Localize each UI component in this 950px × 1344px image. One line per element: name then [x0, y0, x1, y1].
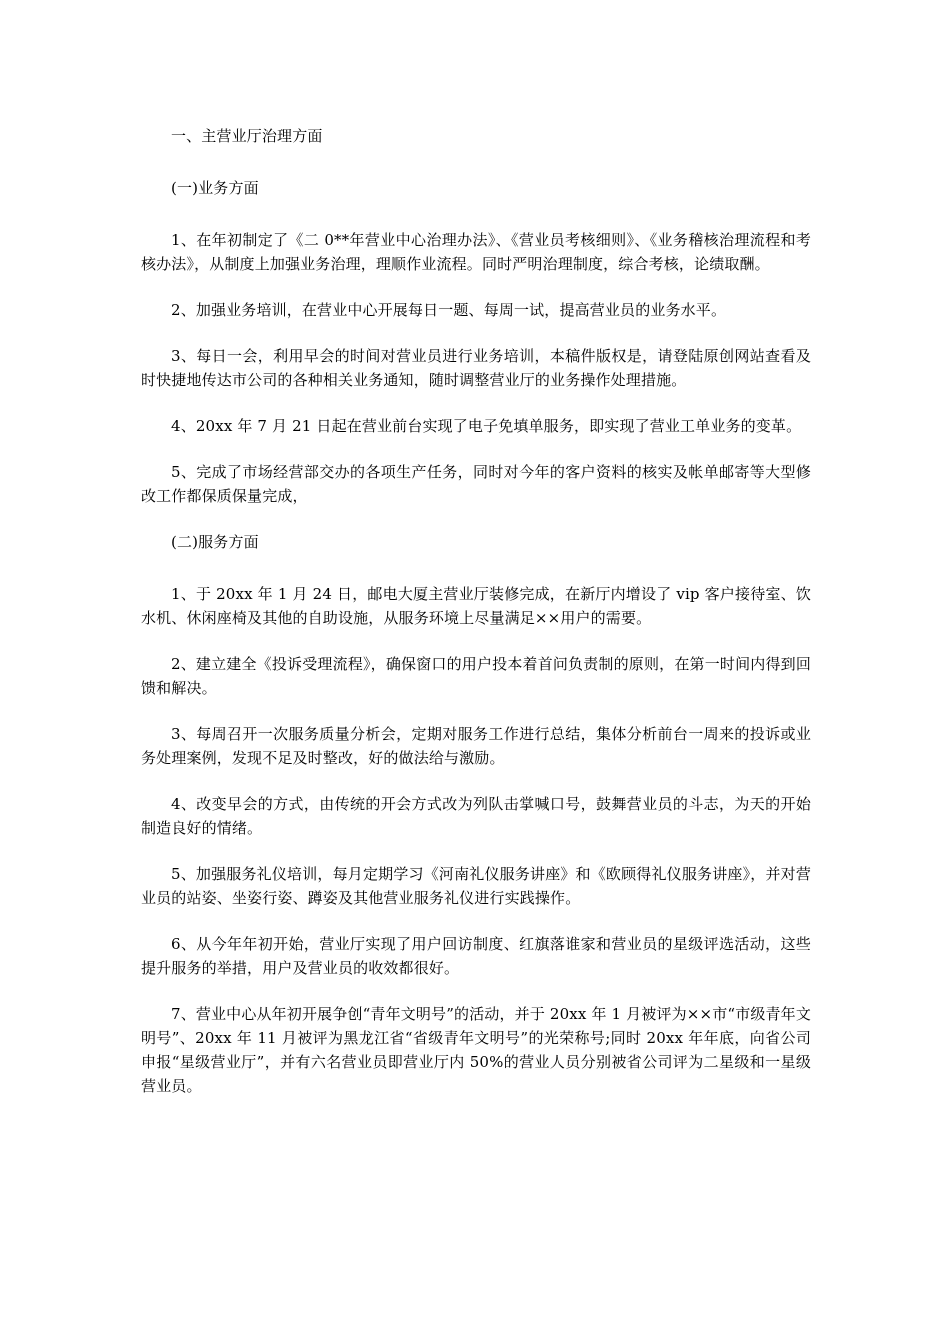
- business-item: 2、加强业务培训，在营业中心开展每日一题、每周一试，提高营业员的业务水平。: [171, 301, 727, 319]
- business-item: 1、在年初制定了《二 0**年营业中心治理办法》、《营业员考核细则》、《业务稽核治理流程和考核办法》，从制度上加强业务治理，理顺作业流程。同时严明治理制度，综合考核，论绩取酬。: [141, 231, 811, 273]
- service-item: 2、建立建全《投诉受理流程》，确保窗口的用户投本着首问负责制的原则，在第一时间内得到回馈和解决。: [141, 655, 811, 697]
- subsection-heading-business: (一)业务方面: [171, 179, 259, 197]
- service-item: 6、从今年年初开始，营业厅实现了用户回访制度、红旗落谁家和营业员的星级评选活动，这些提升服务的举措，用户及营业员的收效都很好。: [141, 935, 811, 977]
- service-item: 7、营业中心从年初开展争创“青年文明号”的活动，并于 20xx 年 1 月被评为××市“市级青年文明号”、20xx 年 11 月被评为黑龙江省“省级青年文明号”的光荣称号;同时 20xx 年年底，向省公司申报“星级营业厅”，并有六名营业员即营业厅内 50%的营业人员分别被省公司评为二星级和一星级营业员。: [141, 1005, 811, 1095]
- document-body: [141, 124, 811, 1120]
- service-item: 3、每周召开一次服务质量分析会，定期对服务工作进行总结，集体分析前台一周来的投诉或业务处理案例，发现不足及时整改，好的做法给与激励。: [141, 725, 811, 767]
- service-item: 5、加强服务礼仪培训，每月定期学习《河南礼仪服务讲座》和《欧顾得礼仪服务讲座》，并对营业员的站姿、坐姿行姿、蹲姿及其他营业服务礼仪进行实践操作。: [141, 865, 811, 907]
- service-item: 4、改变早会的方式，由传统的开会方式改为列队击掌喊口号，鼓舞营业员的斗志，为天的开始制造良好的情绪。: [141, 795, 811, 837]
- section-heading: 一、主营业厅治理方面: [171, 127, 323, 145]
- business-item: 5、完成了市场经营部交办的各项生产任务，同时对今年的客户资料的核实及帐单邮寄等大型修改工作都保质保量完成，: [141, 463, 811, 505]
- subsection-heading-service: (二)服务方面: [171, 533, 259, 551]
- business-item: 3、每日一会，利用早会的时间对营业员进行业务培训，本稿件版权是，请登陆原创网站查看及时快捷地传达市公司的各种相关业务通知，随时调整营业厅的业务操作处理措施。: [141, 347, 811, 389]
- service-item: 1、于 20xx 年 1 月 24 日，邮电大厦主营业厅装修完成，在新厅内增设了 vip 客户接待室、饮水机、休闲座椅及其他的自助设施，从服务环境上尽量满足××用户的需要。: [141, 585, 811, 627]
- business-item: 4、20xx 年 7 月 21 日起在营业前台实现了电子免填单服务，即实现了营业工单业务的变革。: [171, 417, 802, 435]
